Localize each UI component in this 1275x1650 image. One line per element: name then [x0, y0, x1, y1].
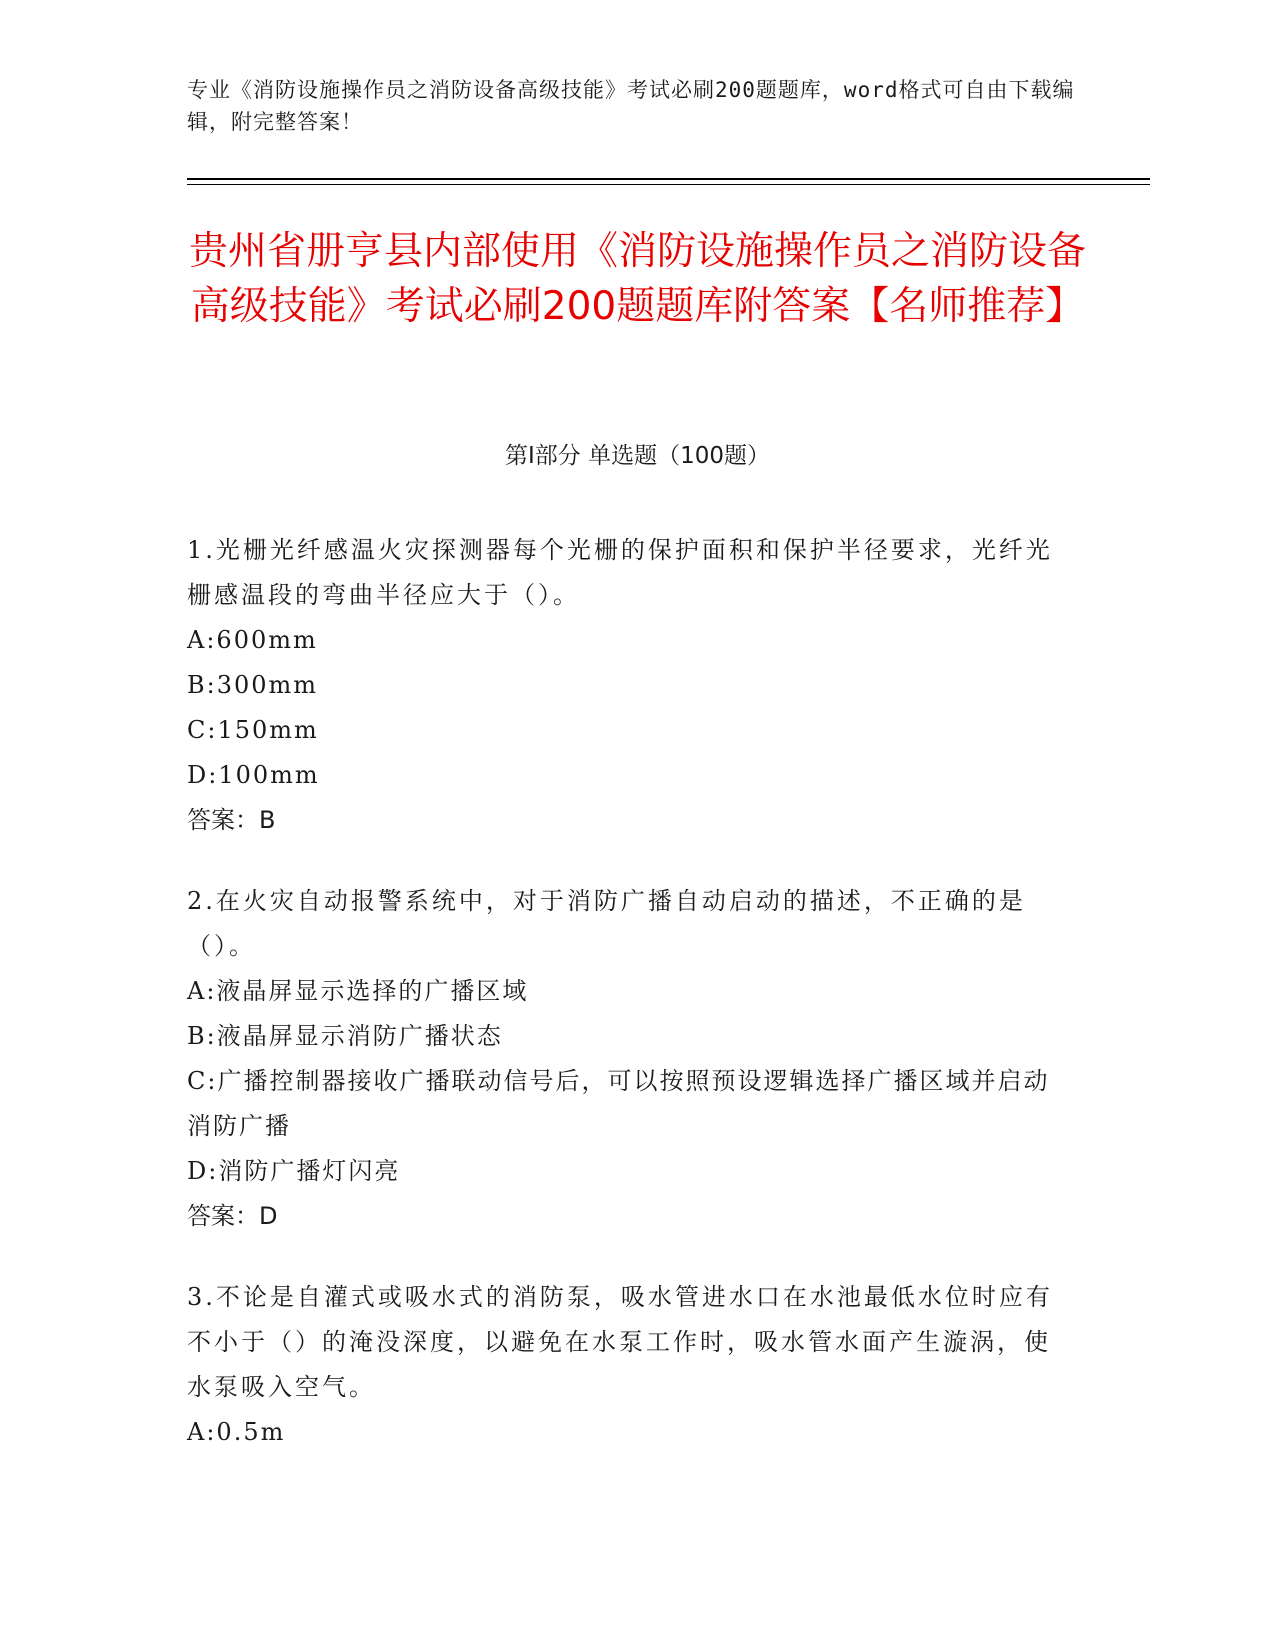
option-d: D:消防广播灯闪亮 [187, 1157, 401, 1185]
option-b: B:300mm [187, 671, 319, 699]
section-title: 第Ⅰ部分 单选题（100题） [505, 443, 770, 469]
question-stem: 2.在火灾自动报警系统中，对于消防广播自动启动的描述，不正确的是（）。 [187, 887, 1026, 960]
answer: 答案：B [187, 806, 276, 834]
option-b: B:液晶屏显示消防广播状态 [187, 1022, 503, 1050]
answer: 答案：D [187, 1202, 278, 1230]
document-title: 贵州省册亨县内部使用《消防设施操作员之消防设备高级技能》考试必刷200题题库附答案【名师推荐】 [188, 229, 1086, 329]
option-a: A:0.5m [187, 1418, 286, 1446]
option-a: A:600mm [187, 626, 318, 654]
option-c: C:150mm [187, 716, 319, 744]
option-a: A:液晶屏显示选择的广播区域 [187, 977, 529, 1005]
document-header: 专业《消防设施操作员之消防设备高级技能》考试必刷200题题库，word格式可自由下载编辑，附完整答案！ [187, 78, 1075, 134]
option-d: D:100mm [187, 761, 320, 789]
question-2 [187, 879, 1072, 1239]
header-rule-thick [187, 178, 1150, 180]
question-stem: 1.光栅光纤感温火灾探测器每个光栅的保护面积和保护半径要求，光纤光栅感温段的弯曲半径应大于（）。 [187, 536, 1053, 609]
header-rule-thin [187, 184, 1150, 185]
question-list [187, 528, 1072, 1491]
question-stem: 3.不论是自灌式或吸水式的消防泵，吸水管进水口在水池最低水位时应有不小于（）的淹没深度，以避免在水泵工作时，吸水管水面产生漩涡，使水泵吸入空气。 [187, 1283, 1053, 1401]
question-3 [187, 1275, 1072, 1455]
option-c: C:广播控制器接收广播联动信号后，可以按照预设逻辑选择广播区域并启动消防广播 [187, 1067, 1050, 1140]
question-1 [187, 528, 1072, 843]
